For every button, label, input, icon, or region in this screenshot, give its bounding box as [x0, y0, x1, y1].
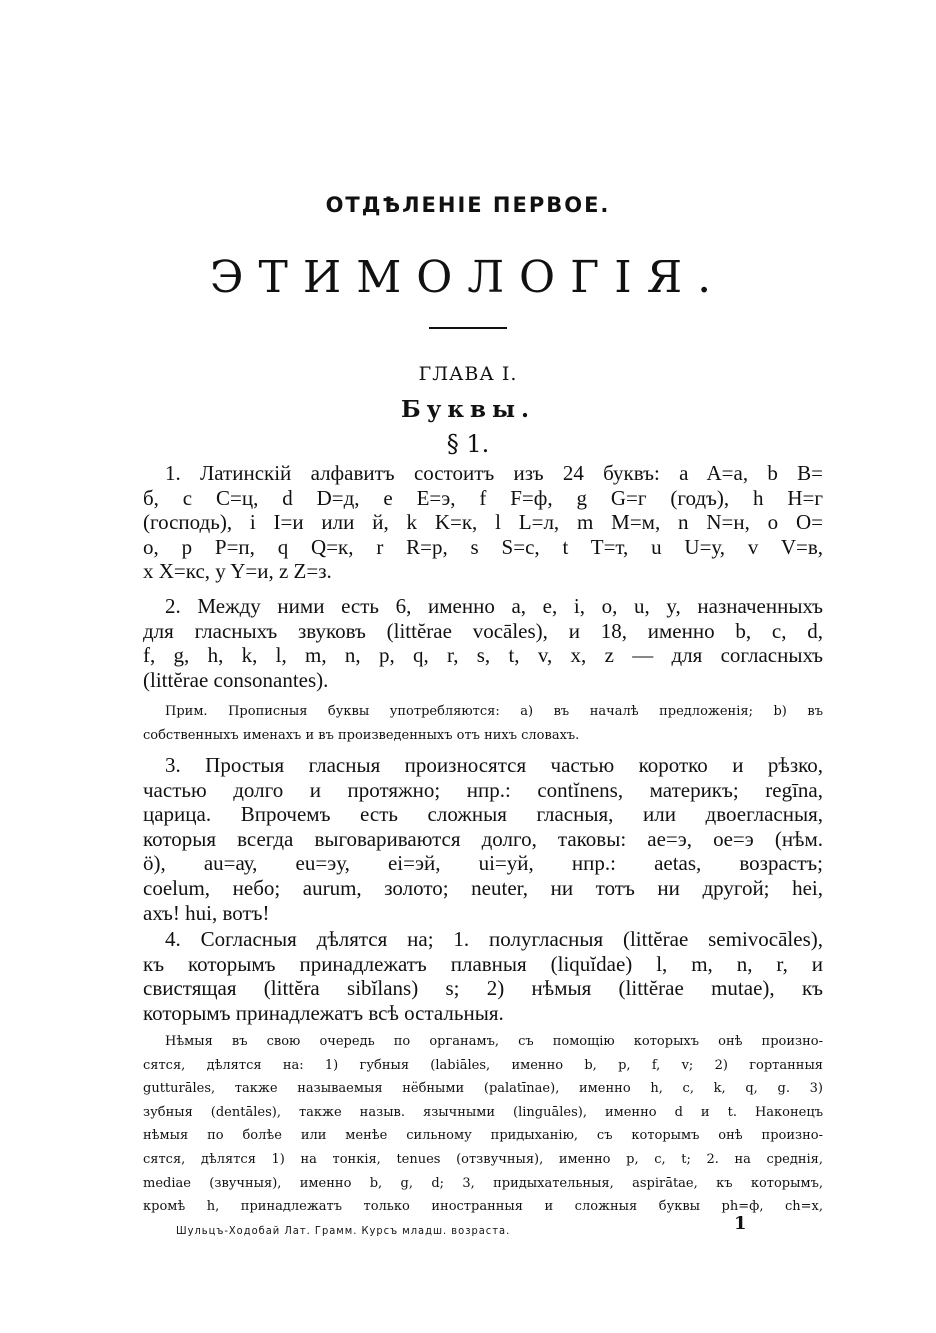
small-print-line: mediae (звучныя), именно b, g, d; 3, придыхательныя, aspirātae, къ которымъ,	[143, 1175, 823, 1191]
section-heading: ОТДѢЛЕНІЕ ПЕРВОЕ.	[325, 193, 611, 217]
paragraph-line: къ которымъ принадлежатъ плавныя (liquĭdae) l, m, n, r, и	[143, 951, 823, 976]
paragraph-line: 1. Латинскій алфавитъ состоитъ изъ 24 буквъ: a A=а, b B=	[165, 461, 823, 485]
paragraph-line: которымъ принадлежатъ всѣ остальныя.	[143, 1000, 504, 1025]
paragraph-line: свистящая (littĕra sibĭlans) s; 2) нѣмыя (littĕrae mutae), къ	[143, 976, 823, 1001]
title-divider	[429, 327, 507, 329]
page-title: ЭТИМОЛОГІЯ.	[209, 252, 727, 303]
small-print-line: Нѣмыя въ свою очередь по органамъ, съ помощію которыхъ онѣ произно-	[165, 1034, 823, 1049]
paragraph-line: coelum, небо; aurum, золото; neuter, ни тотъ ни другой; hei,	[143, 875, 823, 900]
chapter-title: ГЛАВА I.	[418, 363, 518, 385]
paragraph-line: 2. Между ними есть 6, именно a, e, i, o, u, y, назначенныхъ	[165, 594, 823, 618]
paragraph-line: f, g, h, k, l, m, n, p, q, r, s, t, v, x, z — для согласныхъ	[143, 643, 823, 668]
paragraph-4	[143, 927, 823, 1025]
paragraph-line: 3. Простыя гласныя произносятся частью коротко и рѣзко,	[165, 753, 823, 777]
paragraph-2	[143, 594, 823, 692]
paragraph-heading: § 1.	[446, 430, 490, 458]
paragraph-line: x X=кс, y Y=и, z Z=з.	[143, 559, 332, 584]
chapter-subtitle: Буквы.	[400, 396, 536, 423]
paragraph-line: (littĕrae consonantes).	[143, 667, 329, 692]
paragraph-line: б, c C=ц, d D=д, e E=э, f F=ф, g G=г (годъ), h H=г	[143, 485, 823, 510]
note-line: Прим. Прописныя буквы употребляются: a) въ началѣ предложенія; b) въ	[165, 704, 823, 719]
note	[143, 700, 823, 747]
small-print-line: зубныя (dentāles), также назыв. язычными (linguāles), именно d и t. Наконецъ	[143, 1104, 823, 1120]
paragraph-line: о, p P=п, q Q=к, r R=р, s S=с, t T=т, u U=у, v V=в,	[143, 534, 823, 559]
small-print	[143, 1030, 823, 1219]
note-line: собственныхъ именахъ и въ произведенныхъ отъ нихъ словахъ.	[143, 727, 580, 743]
small-print-line: сятся, дѣлятся на: 1) губныя (labiāles, именно b, p, f, v; 2) гортанныя	[143, 1057, 823, 1073]
paragraph-line: ö), au=ау, eu=эу, ei=эй, ui=уй, нпр.: aetas, возрастъ;	[143, 851, 823, 876]
paragraph-line: (господь), i I=и или й, k K=к, l L=л, m M=м, n N=н, o O=	[143, 510, 823, 535]
small-print-line: кромѣ h, принадлежатъ только иностранныя и сложныя буквы ph=ф, ch=х,	[143, 1199, 823, 1215]
paragraph-1	[143, 461, 823, 584]
paragraph-line: царица. Впрочемъ есть сложныя гласныя, или двоегласныя,	[143, 802, 823, 827]
small-print-line: сятся, дѣлятся 1) на тонкія, tenues (отзвучныя), именно p, c, t; 2. на среднія,	[143, 1151, 823, 1167]
page-number: 1	[734, 1213, 747, 1234]
paragraph-line: которыя всегда выговариваются долго, таковы: ae=э, oe=э (нѣм.	[143, 826, 823, 851]
running-footer: Шульцъ-Ходобай Лат. Грамм. Курсъ младш. возраста.	[176, 1224, 511, 1237]
small-print-line: нѣмыя по болѣе или менѣе сильному придыханію, съ которымъ онѣ произно-	[143, 1128, 823, 1144]
paragraph-line: для гласныхъ звуковъ (littĕrae vocāles), и 18, именно b, c, d,	[143, 618, 823, 643]
paragraph-line: частью долго и протяжно; нпр.: contĭnens, материкъ; regīna,	[143, 777, 823, 802]
paragraph-line: ахъ! hui, вотъ!	[143, 900, 270, 925]
paragraph-line: 4. Согласныя дѣлятся на; 1. полугласныя (littĕrae semivocāles),	[165, 927, 823, 951]
paragraph-3	[143, 753, 823, 925]
small-print-line: gutturāles, также называемыя нёбными (palatīnae), именно h, c, k, q, g. 3)	[143, 1081, 823, 1097]
